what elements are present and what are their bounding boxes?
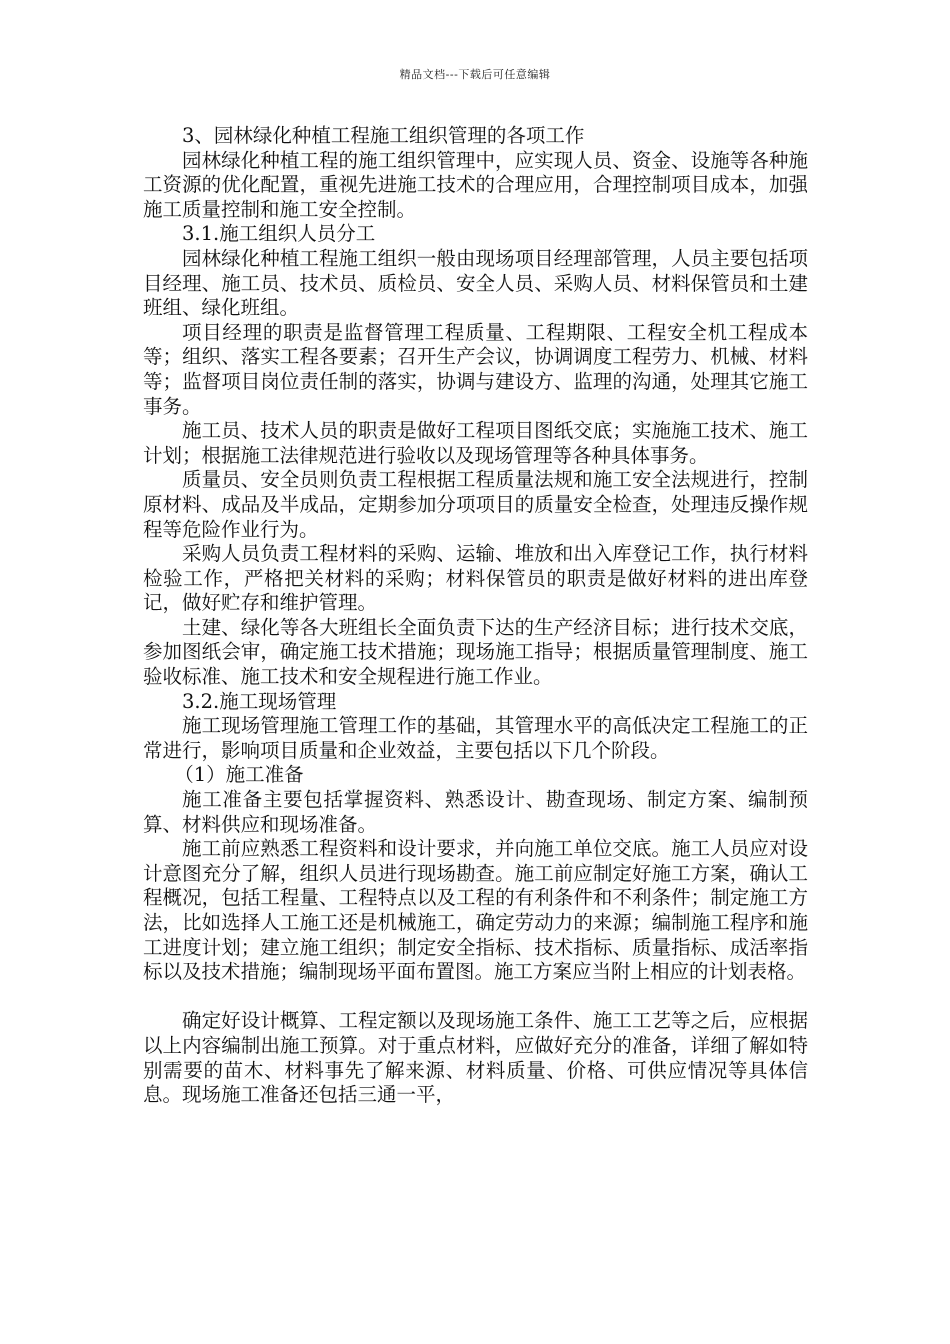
paragraph-staff-overview: 园林绿化种植工程施工组织一般由现场项目经理部管理，人员主要包括项目经理、施工员、技术员、质检员、安全人员、采购人员、材料保管员和土建班组、绿化班组。 (143, 246, 808, 320)
section-heading-3-2: 3.2.施工现场管理 (182, 689, 337, 713)
paragraph-team-leaders: 土建、绿化等各大班组长全面负责下达的生产经济目标；进行技术交底，参加图纸会审，确定施工技术措施；现场施工指导；根据质量管理制度、施工验收标准、施工技术和安全规程进行施工作业。 (143, 615, 808, 689)
paragraph-intro: 园林绿化种植工程的施工组织管理中，应实现人员、资金、设施等各种施工资源的优化配置，重视先进施工技术的合理应用，合理控制项目成本，加强施工质量控制和施工安全控制。 (143, 148, 808, 221)
paragraph-construction-staff: 施工员、技术人员的职责是做好工程项目图纸交底；实施施工技术、施工计划；根据施工法律规范进行验收以及现场管理等各种具体事务。 (143, 419, 808, 467)
document-body (143, 124, 808, 1108)
paragraph-budget: 确定好设计概算、工程定额以及现场施工条件、施工工艺等之后，应根据以上内容编制出施工预算。对于重点材料，应做好充分的准备，详细了解如特别需要的苗木、材料事先了解来源、材料质量、价格、可供应情况等具体信息。现场施工准备还包括三通一平， (143, 1009, 808, 1107)
paragraph-purchasing: 采购人员负责工程材料的采购、运输、堆放和出入库登记工作，执行材料检验工作，严格把关材料的采购；材料保管员的职责是做好材料的进出库登记，做好贮存和维护管理。 (143, 542, 808, 615)
paragraph-preparation-detail: 施工前应熟悉工程资料和设计要求，并向施工单位交底。施工人员应对设计意图充分了解，组织人员进行现场勘查。施工前应制定好施工方案，确认工程概况，包括工程量、工程特点以及工程的有利条件和不利条件；制定施工方法，比如选择人工施工还是机械施工，确定劳动力的来源；编制施工程序和施工进度计划；建立施工组织；制定安全指标、技术指标、质量指标、成活率指标以及技术措施；编制现场平面布置图。施工方案应当附上相应的计划表格。 (143, 837, 808, 984)
section-heading-3-1: 3.1.施工组织人员分工 (182, 222, 376, 246)
section-heading-3: 3、园林绿化种植工程施工组织管理的各项工作 (182, 124, 585, 147)
subsection-heading-1: （1）施工准备 (174, 763, 304, 787)
paragraph-site-management: 施工现场管理施工管理工作的基础，其管理水平的高低决定工程施工的正常进行，影响项目质量和企业效益，主要包括以下几个阶段。 (143, 714, 808, 762)
paragraph-preparation-summary: 施工准备主要包括掌握资料、熟悉设计、勘查现场、制定方案、编制预算、材料供应和现场准备。 (143, 788, 808, 836)
paragraph-quality-safety: 质量员、安全员则负责工程根据工程质量法规和施工安全法规进行，控制原材料、成品及半成品，定期参加分项项目的质量安全检查，处理违反操作规程等危险作业行为。 (143, 468, 808, 541)
paragraph-project-manager: 项目经理的职责是监督管理工程质量、工程期限、工程安全机工程成本等；组织、落实工程各要素；召开生产会议，协调调度工程劳力、机械、材料等；监督项目岗位责任制的落实，协调与建设方、监理的沟通，处理其它施工事务。 (143, 320, 808, 418)
page-header: 精品文档---下载后可任意编辑 (399, 68, 551, 81)
